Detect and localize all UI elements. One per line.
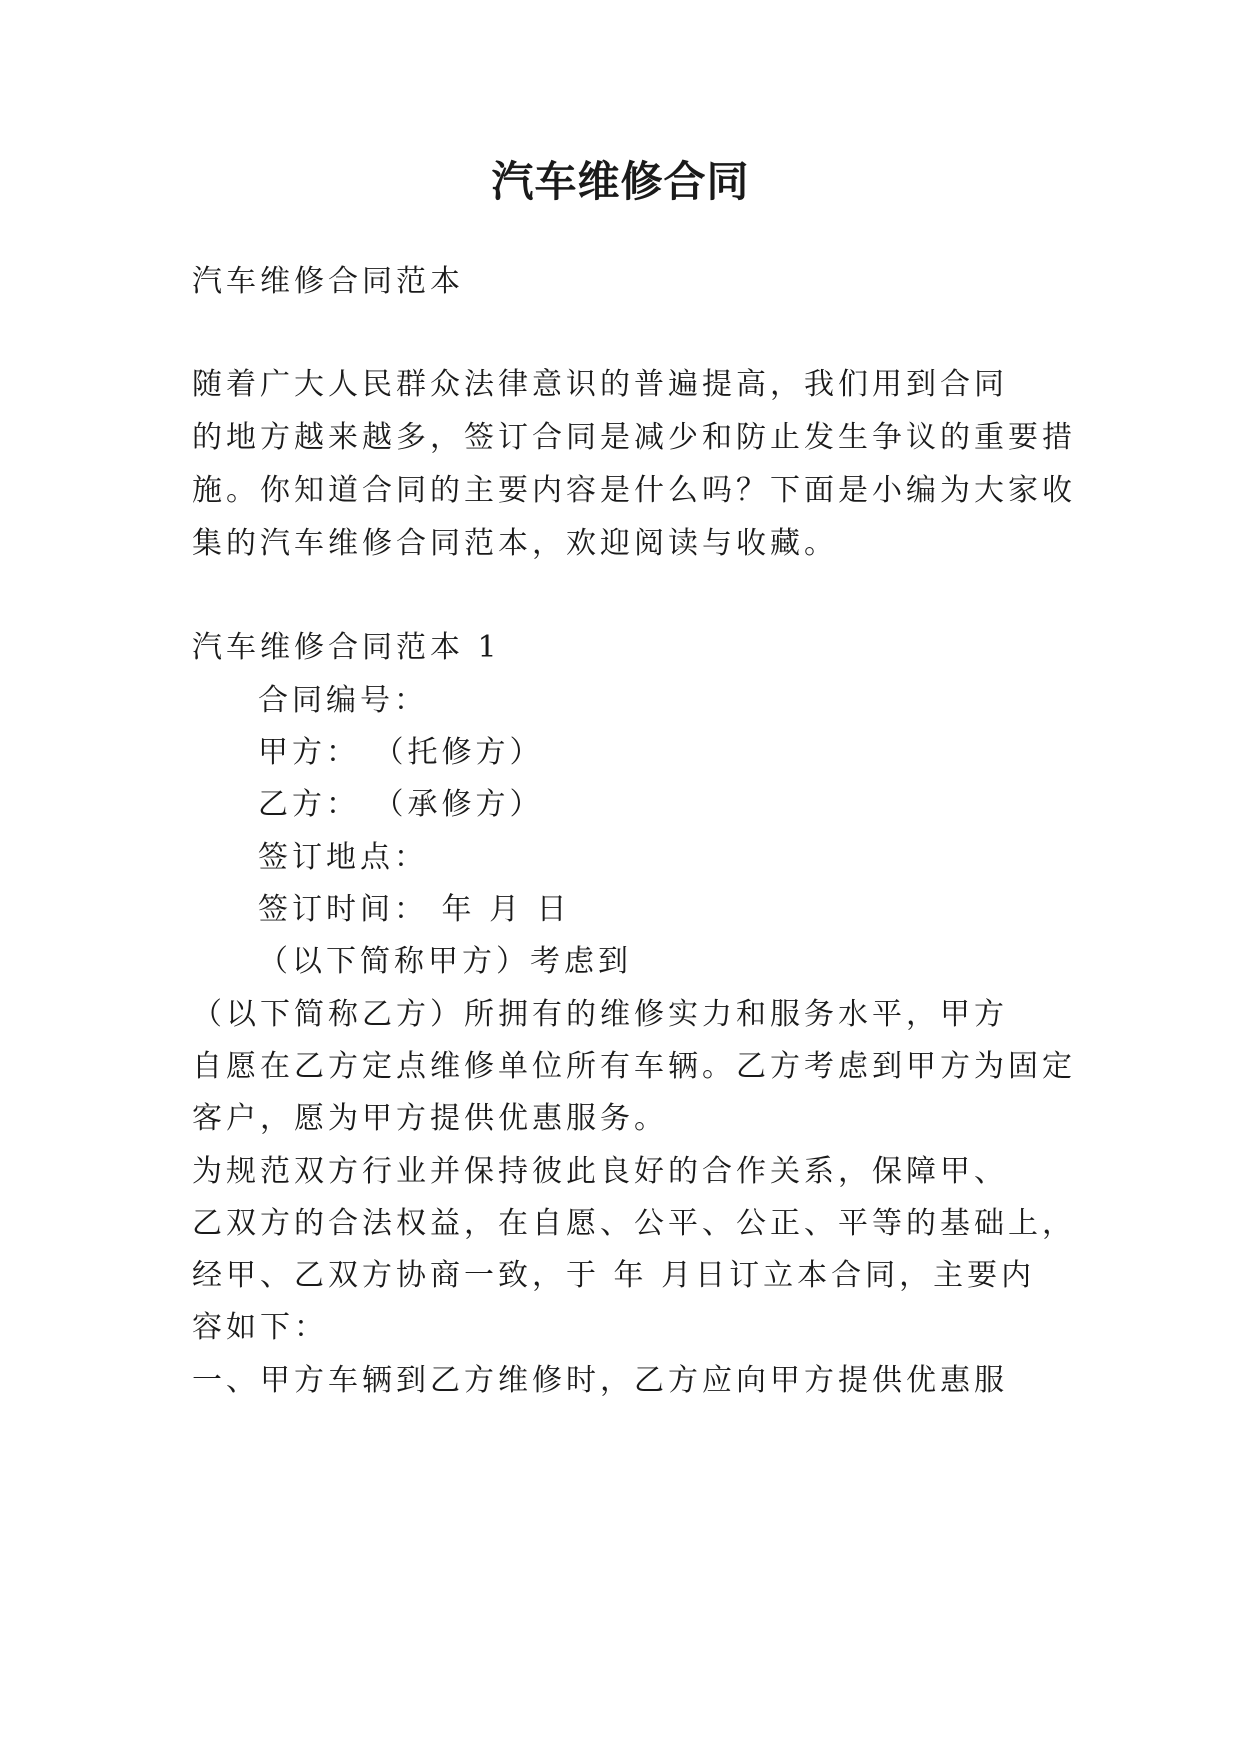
body-line-3: 客户，愿为甲方提供优惠服务。 — [192, 1101, 668, 1136]
field-party-a: 甲方： （托修方） — [258, 735, 544, 770]
body-line-1: （以下简称乙方）所拥有的维修实力和服务水平，甲方 — [192, 997, 1008, 1032]
field-signing-place: 签订地点： — [258, 840, 428, 875]
body-line-5: 乙双方的合法权益，在自愿、公平、公正、平等的基础上， — [192, 1206, 1076, 1241]
intro-line-2: 的地方越来越多，签订合同是减少和防止发生争议的重要措 — [192, 420, 1076, 455]
document-subtitle: 汽车维修合同范本 — [192, 264, 464, 299]
body-line-8: 一、甲方车辆到乙方维修时，乙方应向甲方提供优惠服 — [192, 1363, 1008, 1398]
intro-line-4: 集的汽车维修合同范本，欢迎阅读与收藏。 — [192, 526, 838, 561]
body-line-7: 容如下： — [192, 1310, 328, 1345]
field-contract-number: 合同编号： — [258, 683, 428, 718]
section-heading: 汽车维修合同范本 1 — [192, 630, 501, 665]
body-line-4: 为规范双方行业并保持彼此良好的合作关系，保障甲、 — [192, 1154, 1008, 1189]
body-line-6: 经甲、乙双方协商一致，于 年 月日订立本合同，主要内 — [192, 1258, 1036, 1293]
intro-line-1: 随着广大人民群众法律意识的普遍提高，我们用到合同 — [192, 367, 1008, 402]
field-party-b: 乙方： （承修方） — [258, 787, 544, 822]
intro-line-3: 施。你知道合同的主要内容是什么吗？下面是小编为大家收 — [192, 473, 1076, 508]
field-signing-date: 签订时间： 年 月 日 — [258, 892, 571, 927]
body-line-2: 自愿在乙方定点维修单位所有车辆。乙方考虑到甲方为固定 — [192, 1049, 1076, 1084]
field-party-a-note: （以下简称甲方）考虑到 — [258, 944, 632, 979]
document-title: 汽车维修合同 — [491, 157, 750, 206]
